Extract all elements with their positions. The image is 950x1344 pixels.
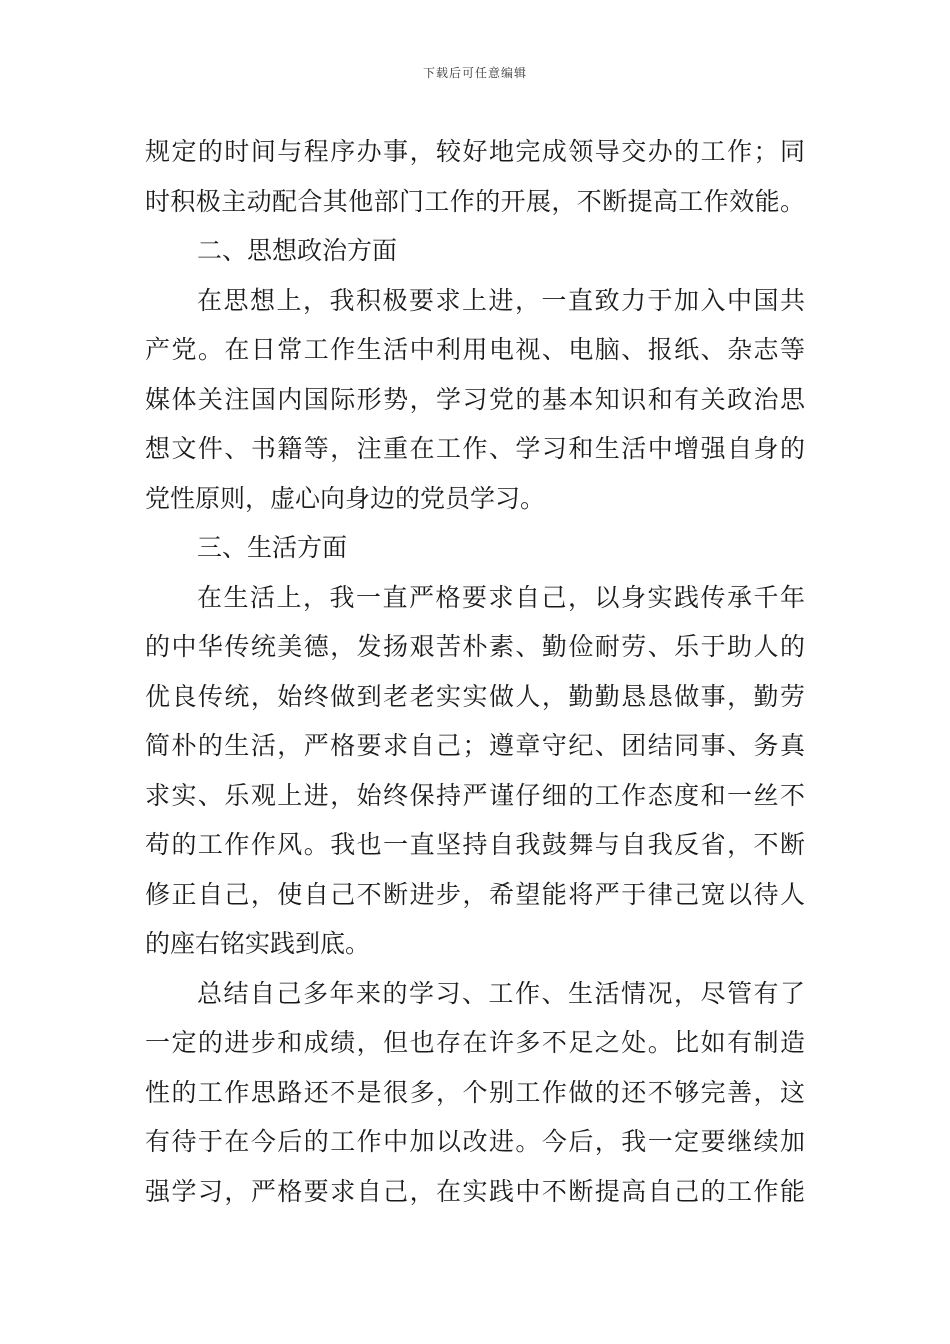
text-line: 时积极主动配合其他部门工作的开展，不断提高工作效能。 <box>145 186 805 216</box>
text-line: 二、思想政治方面 <box>197 236 398 265</box>
text-line: 修正自己，使自己不断进步，希望能将严于律己宽以待人 <box>145 879 805 909</box>
text-line: 媒体关注国内国际形势，学习党的基本知识和有关政治思 <box>145 384 805 414</box>
text-line: 一定的进步和成绩，但也存在许多不足之处。比如有制造 <box>145 1028 805 1057</box>
text-line: 苟的工作作风。我也一直坚持自我鼓舞与自我反省，不断 <box>145 830 805 859</box>
text-line: 简朴的生活，严格要求自己；遵章守纪、团结同事、务真 <box>145 731 805 760</box>
text-line: 在生活上，我一直严格要求自己，以身实践传承千年 <box>197 582 805 612</box>
text-line: 规定的时间与程序办事，较好地完成领导交办的工作；同 <box>145 137 805 166</box>
text-line: 党性原则，虚心向身边的党员学习。 <box>145 483 546 513</box>
text-line: 优良传统，始终做到老老实实做人，勤勤恳恳做事，勤劳 <box>145 681 805 711</box>
text-line: 强学习，严格要求自己，在实践中不断提高自己的工作能 <box>145 1176 805 1206</box>
text-line: 的中华传统美德，发扬艰苦朴素、勤俭耐劳、乐于助人的 <box>145 632 805 661</box>
text-line: 总结自己多年来的学习、工作、生活情况，尽管有了 <box>197 978 805 1008</box>
page-header-note: 下载后可任意编辑 <box>422 66 527 80</box>
text-line: 想文件、书籍等，注重在工作、学习和生活中增强自身的 <box>145 434 805 463</box>
text-line: 产党。在日常工作生活中利用电视、电脑、报纸、杂志等 <box>145 335 805 364</box>
text-line: 三、生活方面 <box>197 533 348 562</box>
text-line: 有待于在今后的工作中加以改进。今后，我一定要继续加 <box>145 1127 805 1156</box>
document-body <box>145 127 805 1216</box>
text-line: 性的工作思路还不是很多，个别工作做的还不够完善，这 <box>145 1077 805 1107</box>
text-line: 求实、乐观上进，始终保持严谨仔细的工作态度和一丝不 <box>145 780 805 810</box>
text-line: 在思想上，我积极要求上进，一直致力于加入中国共 <box>197 285 805 315</box>
text-line: 的座右铭实践到底。 <box>145 929 371 958</box>
